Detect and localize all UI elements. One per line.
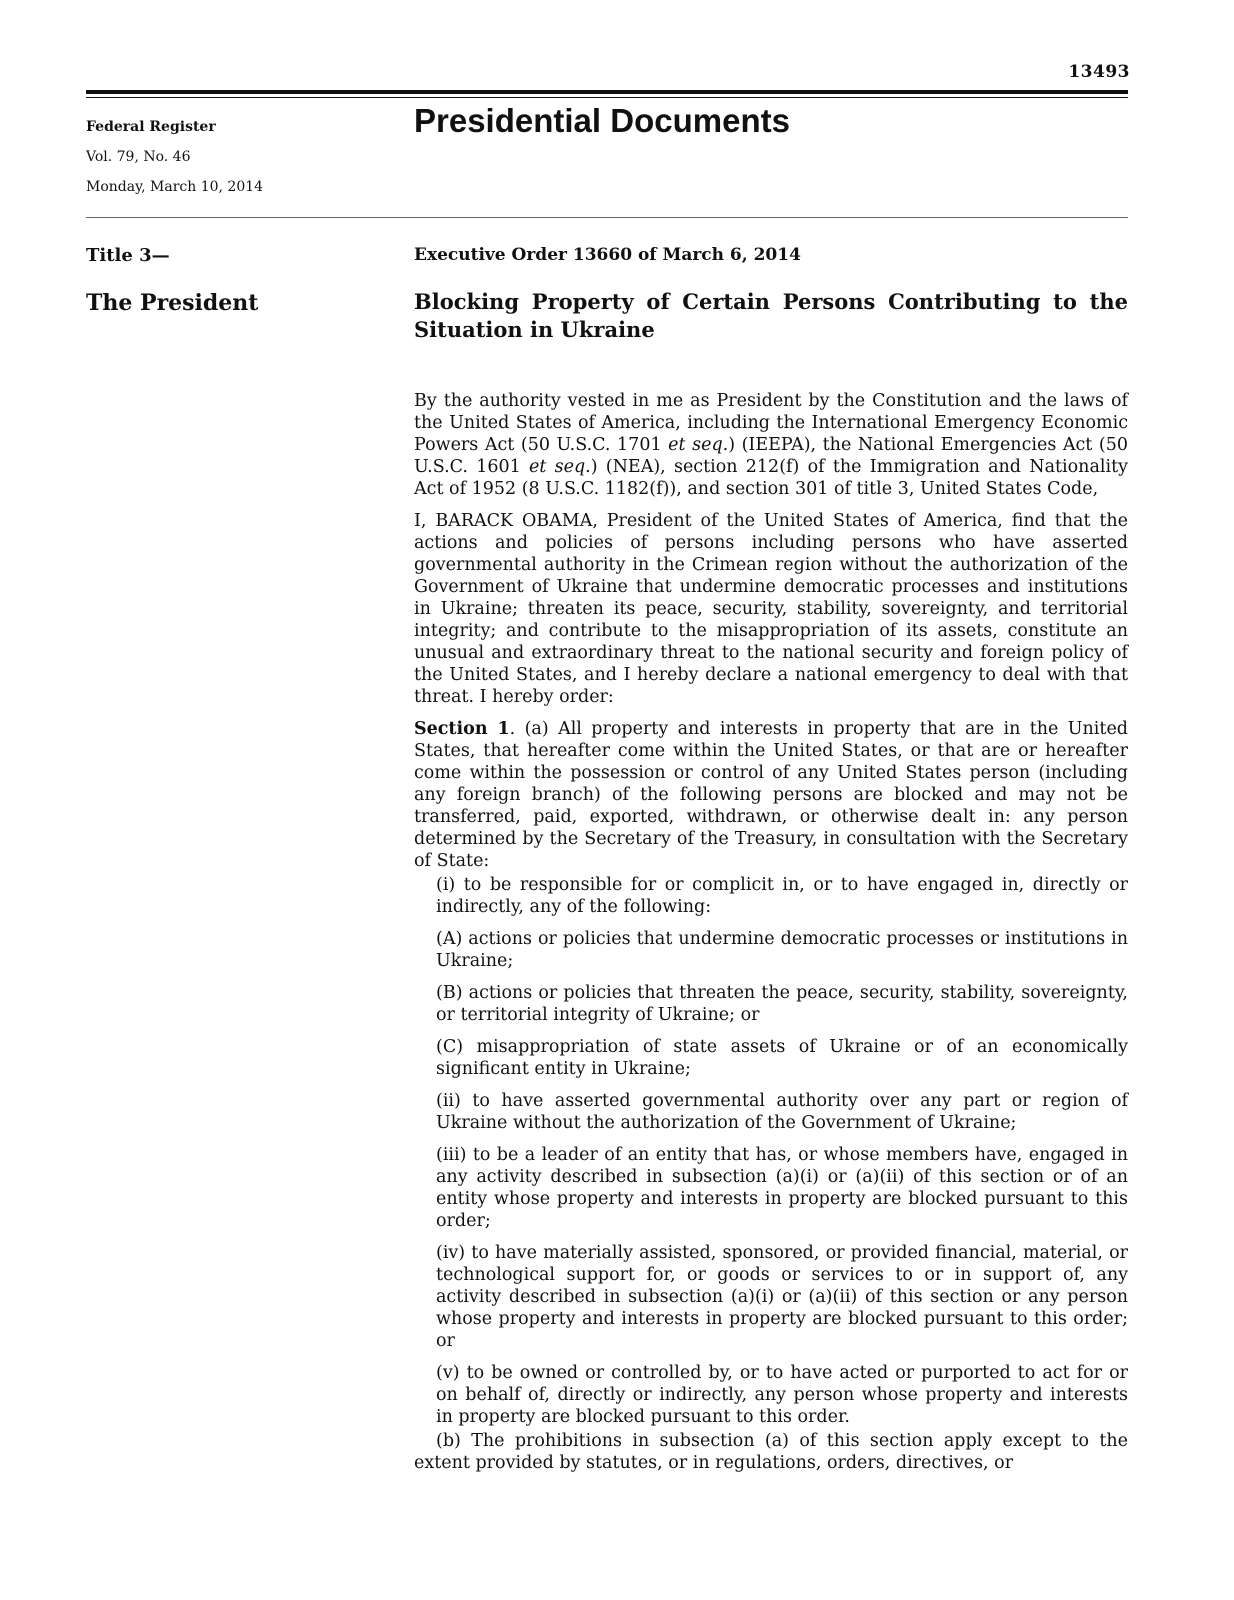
masthead-info xyxy=(86,112,263,202)
item-B: (B) actions or policies that threaten the peace, security, stability, sovereignty, or territorial integrity of Ukraine; or xyxy=(436,983,1128,1025)
title-label: Title 3— xyxy=(86,245,170,266)
item-A: (A) actions or policies that undermine democratic processes or institutions in Ukraine; xyxy=(436,929,1128,971)
section-1-label: Section 1 xyxy=(414,719,510,739)
executive-order-heading: Executive Order 13660 of March 6, 2014 xyxy=(414,245,801,265)
item-iii: (iii) to be a leader of an entity that has, or whose members have, engaged in any activity described in subsection (a)(i) or (a)(ii) of this section or of an entity whose property and interests in property are blocked pursuant to this order; xyxy=(436,1145,1128,1231)
section-1-paragraph xyxy=(414,718,1128,872)
header-rule-thick xyxy=(86,90,1128,94)
publication-date: Monday, March 10, 2014 xyxy=(86,179,264,195)
et-seq-2: et seq. xyxy=(528,457,591,477)
item-v: (v) to be owned or controlled by, or to have acted or purported to act for or on behalf of, directly or indirectly, any person whose property and interests in property are blocked pursuant to this order. xyxy=(436,1363,1128,1427)
header-rule-thin xyxy=(86,97,1128,98)
preamble-paragraph xyxy=(414,390,1128,500)
finding-paragraph: I, BARACK OBAMA, President of the United States of America, find that the actions and policies of persons including persons who have asserted governmental authority in the Crimean region without the authorization of the Government of Ukraine that undermine democratic processes and institutions in Ukraine; threaten its peace, security, stability, sovereignty, and territorial integrity; and contribute to the misappropriation of its assets, constitute an unusual and extraordinary threat to the national security and foreign policy of the United States, and I hereby declare a national emergency to deal with that threat. I hereby order: xyxy=(414,511,1128,707)
masthead-divider xyxy=(86,217,1128,218)
section-1-b: (b) The prohibitions in subsection (a) of this section apply except to the extent provided by statutes, or in regulations, orders, directives, or xyxy=(414,1431,1128,1473)
preamble-text-3: ) (NEA), section 212(f) of the Immigration and Nationality Act of 1952 (8 U.S.C. 1182(f)), and section 301 of title 3, United States Code, xyxy=(414,457,1128,499)
volume-number: Vol. 79, No. 46 xyxy=(86,149,191,165)
item-iv: (iv) to have materially assisted, sponsored, or provided financial, material, or technological support for, or goods or services to or in support of, any activity described in subsection (a)(i) or (a)(ii) of this section or any person whose property and interests in property are blocked pursuant to this order; or xyxy=(436,1243,1128,1351)
et-seq-1: et seq. xyxy=(668,435,729,455)
document-title: Blocking Property of Certain Persons Contributing to the Situation in Ukraine xyxy=(414,289,1128,342)
document-body xyxy=(414,390,1128,1484)
preamble-text-1: By the authority vested in me as President by the Constitution and the laws of the United States of America, including the International Emergency Economic Powers Act (50 U.S.C. 1701 xyxy=(414,391,1128,455)
publication-name: Federal Register xyxy=(86,119,216,135)
preamble-text-2: ) (IEEPA), the National Emergencies Act (50 U.S.C. 1601 xyxy=(414,435,1128,477)
item-i: (i) to be responsible for or complicit in, or to have engaged in, directly or indirectly, any of the following: xyxy=(436,875,1128,917)
section-title: Presidential Documents xyxy=(414,102,790,139)
item-C: (C) misappropriation of state assets of Ukraine or of an economically significant entity in Ukraine; xyxy=(436,1037,1128,1079)
president-label: The President xyxy=(86,290,259,316)
section-1-a-text: . (a) All property and interests in property that are in the United States, that hereafter come within the United States, or that are or hereafter come within the possession or control of any United States person (including any foreign branch) of the following persons are blocked and may not be transferred, paid, exported, withdrawn, or otherwise dealt in: any person determined by the Secretary of the Treasury, in consultation with the Secretary of State: xyxy=(414,719,1128,871)
page-number: 13493 xyxy=(1068,62,1130,82)
item-ii: (ii) to have asserted governmental authority over any part or region of Ukraine without the authorization of the Government of Ukraine; xyxy=(436,1091,1128,1133)
